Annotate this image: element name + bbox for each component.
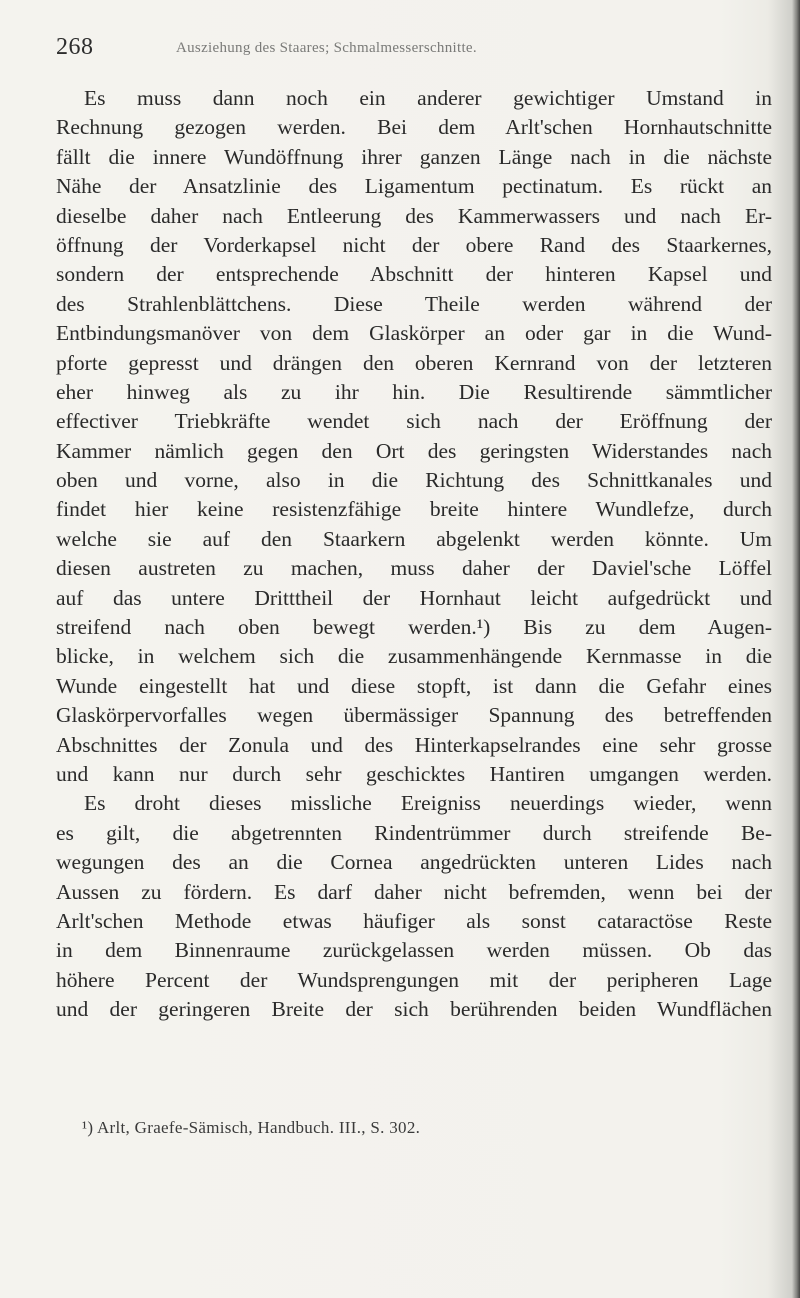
text-line: wegungen des an die Cornea angedrückten unteren Lides nach (56, 850, 772, 875)
text-line: Es droht dieses missliche Ereigniss neuerdings wieder, wenn (84, 791, 772, 816)
text-line: welche sie auf den Staarkern abgelenkt werden könnte. Um (56, 526, 772, 551)
text-line: Es muss dann noch ein anderer gewichtiger Umstand in (84, 86, 772, 110)
text-line: streifend nach oben bewegt werden.¹) Bis zu dem Augen- (56, 615, 772, 640)
text-line: auf das untere Dritttheil der Hornhaut leicht aufgedrückt und (56, 585, 772, 610)
footnote: ¹) Arlt, Graefe-Sämisch, Handbuch. III., S. 302. (82, 1118, 421, 1137)
text-line: Rechnung gezogen werden. Bei dem Arlt'schen Hornhautschnitte (56, 115, 772, 140)
text-line: öffnung der Vorderkapsel nicht der obere Rand des Staarkernes, (56, 232, 772, 257)
text-line: eher hinweg als zu ihr hin. Die Resultirende sämmtlicher (56, 379, 772, 404)
text-line: es gilt, die abgetrennten Rindentrümmer durch streifende Be- (56, 820, 772, 845)
text-line: oben und vorne, also in die Richtung des Schnittkanales und (56, 468, 772, 493)
text-line: Kammer nämlich gegen den Ort des geringsten Widerstandes nach (56, 438, 772, 463)
text-line: findet hier keine resistenzfähige breite hintere Wundlefze, durch (56, 497, 772, 522)
text-line: des Strahlenblättchens. Diese Theile werden während der (56, 291, 772, 316)
text-line: diesen austreten zu machen, muss daher der Daviel'sche Löffel (56, 556, 772, 581)
text-line: und der geringeren Breite der sich berührenden beiden Wundflächen (56, 997, 772, 1022)
text-line: Entbindungsmanöver von dem Glaskörper an oder gar in die Wund- (56, 321, 772, 346)
text-line: dieselbe daher nach Entleerung des Kammerwassers und nach Er- (56, 203, 772, 228)
text-line: in dem Binnenraume zurückgelassen werden müssen. Ob das (56, 938, 772, 963)
running-head: Ausziehung des Staares; Schmalmesserschnitte. (176, 40, 477, 56)
page-number: 268 (56, 34, 94, 60)
text-line: höhere Percent der Wundsprengungen mit der peripheren Lage (56, 967, 772, 992)
text-line: Aussen zu fördern. Es darf daher nicht befremden, wenn bei der (56, 879, 772, 904)
text-line: sondern der entsprechende Abschnitt der hinteren Kapsel und (56, 262, 772, 287)
text-line: pforte gepresst und drängen den oberen Kernrand von der letzteren (56, 350, 772, 375)
body-text (56, 84, 772, 1025)
text-line: und kann nur durch sehr geschicktes Hantiren umgangen werden. (56, 761, 772, 786)
text-line: Arlt'schen Methode etwas häufiger als sonst cataractöse Reste (56, 908, 772, 933)
text-line: Wunde eingestellt hat und diese stopft, ist dann die Gefahr eines (56, 673, 772, 698)
text-line: blicke, in welchem sich die zusammenhängende Kernmasse in die (56, 644, 772, 669)
text-line: effectiver Triebkräfte wendet sich nach der Eröffnung der (56, 409, 772, 434)
text-line: Abschnittes der Zonula und des Hinterkapselrandes eine sehr grosse (56, 732, 772, 757)
text-line: Nähe der Ansatzlinie des Ligamentum pectinatum. Es rückt an (56, 174, 772, 199)
text-line: fällt die innere Wundöffnung ihrer ganzen Länge nach in die nächste (56, 144, 772, 169)
page-header (56, 34, 756, 64)
page-edge-shadow (792, 0, 800, 1298)
text-line: Glaskörpervorfalles wegen übermässiger Spannung des betreffenden (56, 703, 772, 728)
